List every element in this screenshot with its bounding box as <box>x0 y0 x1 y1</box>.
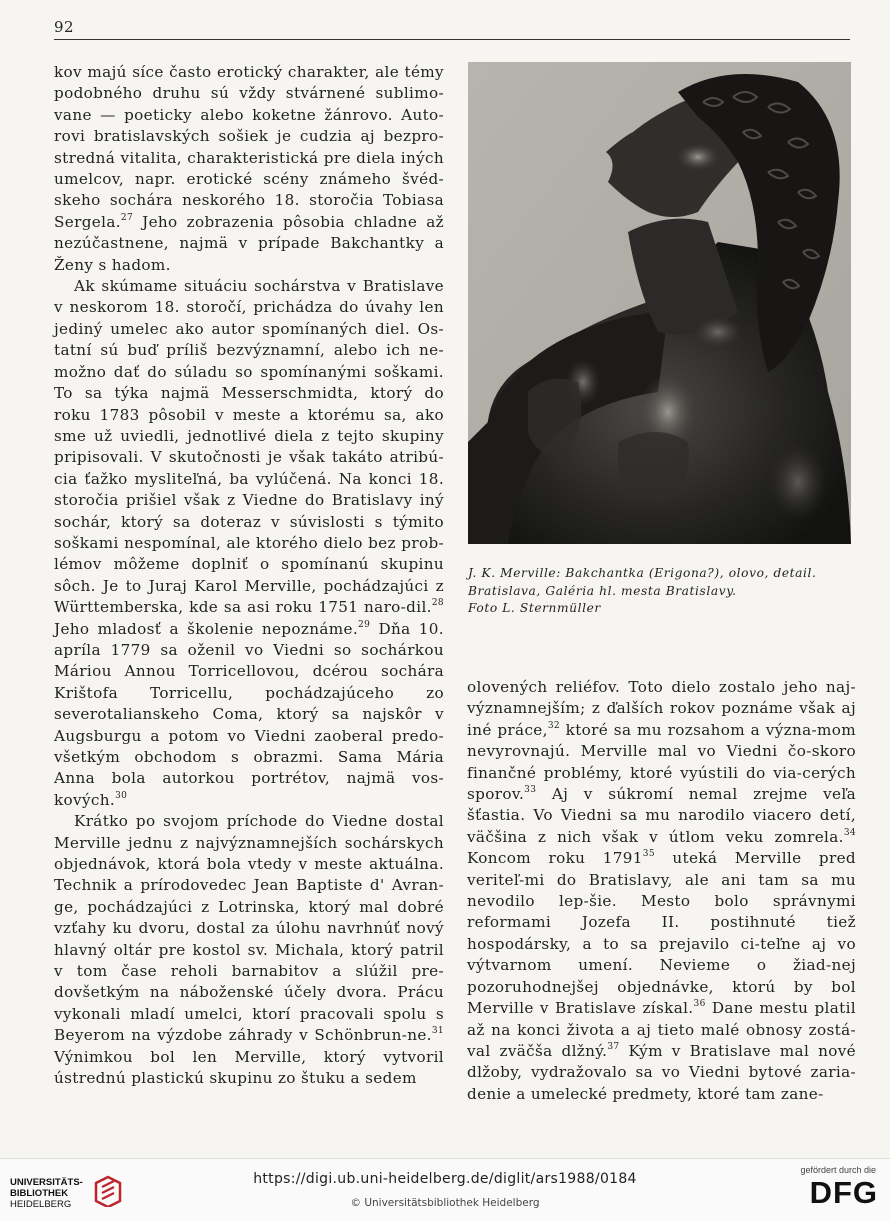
text-line <box>54 898 444 916</box>
text-run: dovšetkým na náboženské účely dvora. Prácu <box>54 983 444 1002</box>
footnote-ref: 27 <box>120 212 134 223</box>
text-run: sochárkou Máriou Annou Torricellovou, dcérou <box>54 640 444 681</box>
text-run: Koncom roku 1791 <box>467 849 643 868</box>
text-run: šťastia. Vo Viedni sa mu narodilo viacero detí, <box>467 806 856 825</box>
text-run: objednávok, ktorá bola vtedy v meste aktuálna. <box>54 855 444 874</box>
dfg-wordmark: DFG <box>809 1175 878 1210</box>
text-run: Kým v Bratislave mal nové <box>619 1041 856 1060</box>
text-line <box>54 106 444 124</box>
text-line <box>54 363 444 381</box>
text-run: postihnuté tiež hospodársky, a to sa prejavilo ci- <box>467 913 856 953</box>
text-line <box>54 983 444 1001</box>
text-line <box>54 491 444 509</box>
text-line <box>54 406 444 424</box>
text-line <box>54 427 444 445</box>
sculpture-photo <box>468 62 851 544</box>
footnote-ref: 35 <box>642 849 655 860</box>
text-run: roku 1783 pôsobil v meste a ktorému sa, ako <box>54 405 444 424</box>
text-line <box>54 705 422 723</box>
dfg-logo[interactable] <box>778 1165 878 1213</box>
text-run: skoro finančné problémy, ktoré vyústili do via- <box>467 742 856 782</box>
text-line <box>467 999 856 1017</box>
text-line <box>467 699 835 717</box>
text-line <box>54 748 444 766</box>
text-line <box>54 84 444 102</box>
text-run: Dane mestu platil <box>705 999 856 1018</box>
text-run: v neskorom 18. storočí, prichádza do úvahy len <box>54 298 444 317</box>
footnote-ref: 28 <box>431 598 444 609</box>
text-run: nezúčastnene, najmä v prípade Bakchantky <box>54 234 425 253</box>
text-line <box>467 828 856 846</box>
text-line <box>54 298 444 316</box>
text-run: Krátko po svojom príchode do Viedne dostal <box>74 812 444 831</box>
text-run: šie. Mesto bolo správnymi reformami Jozefa II. <box>467 892 856 932</box>
text-run: denie a umelecké predmety, ktoré tam zane- <box>467 1084 824 1103</box>
bacchante-sculpture-image <box>468 62 851 544</box>
text-run: ne. <box>407 1026 432 1045</box>
text-line <box>54 769 444 787</box>
text-line <box>54 170 444 188</box>
right-text-column <box>467 677 856 1105</box>
text-run: patril v tom čase reholi barnabitov a slúžil pre- <box>54 940 444 981</box>
text-run: Výnimkou bol len Merville, ktorý vytvoril <box>54 1047 444 1066</box>
text-run: umelcov, napr. erotické scény známeho švéd- <box>54 170 444 189</box>
text-run: Aj v súkromí nemal zrejme veľa <box>536 785 856 804</box>
text-run: z Württemberska, kde sa asi roku 1751 naro- <box>54 576 444 617</box>
text-run: s Beyerom na výzdobe záhrady v Schönbrun- <box>54 1004 444 1045</box>
text-run: dlžoby, vydražovalo sa vo Viedni bytové zaria- <box>467 1063 856 1082</box>
text-run: možno dať do súladu so spomínanými soškami. <box>54 362 444 381</box>
caption-line: J. K. Merville: Bakchantka (Erigona?), olovo, detail. <box>468 566 817 580</box>
footnote-ref: 37 <box>607 1041 620 1052</box>
footnote-ref: 29 <box>358 619 371 630</box>
text-run: sme už uviedli, jednotlivé diela z tejto skupiny <box>54 426 444 445</box>
text-run: vane — poeticky alebo koketne žánrovo. Auto- <box>54 105 444 124</box>
text-line <box>467 1085 824 1103</box>
text-line <box>54 149 444 167</box>
text-run: stredná vitalita, charakteristická pre diela iných <box>54 148 444 167</box>
text-run: olovených reliéfov. Toto dielo zostalo jeho naj- <box>467 678 856 696</box>
text-line <box>54 191 444 209</box>
text-run: vzťahy ku dvoru, dostal za úlohu navrhnúť <box>54 919 401 938</box>
text-run: teľne aj vo výtvarnom umení. Nevieme o žiad- <box>467 934 856 975</box>
text-run: v Augsburgu a potom vo Viedni zaoberal predo- <box>54 705 444 745</box>
text-line <box>74 812 444 830</box>
text-run: mom nevyrovnajú. Merville mal vo Viedni čo- <box>467 720 856 761</box>
text-run: aj iné práce, <box>467 699 857 739</box>
funding-label: gefördert durch die <box>800 1165 876 1175</box>
text-line <box>54 320 444 338</box>
text-run: Jeho mladosť a školenie nepoznáme. <box>54 619 359 638</box>
text-run: významnejším; z ďalších rokov poznáme však <box>467 699 836 718</box>
text-run: nej pozoruhodnejšej objednávke, ktorú by bol <box>467 956 856 996</box>
header-rule <box>54 39 850 40</box>
text-run: cia ťažko mysliteľná, ba vylúčená. Na konci 18. <box>54 469 444 488</box>
text-run: skeho sochára neskorého 18. storočia Tobiasa <box>54 191 444 210</box>
text-line <box>54 919 400 937</box>
text-line <box>54 384 444 402</box>
text-run: Technik a prírodovedec Jean Baptiste d' Avran- <box>54 876 444 895</box>
text-run: kových. <box>54 790 116 809</box>
text-line <box>54 876 444 894</box>
text-run: val zväčša dlžný. <box>467 1041 608 1060</box>
text-run: sochár, ktorý sa doteraz v súvislosti s týmito <box>54 512 444 531</box>
footer-bar <box>0 1158 890 1221</box>
text-run: Merville jednu z najvýznamnejších sochárskych <box>54 833 444 852</box>
footnote-ref: 34 <box>843 827 856 838</box>
text-line <box>54 1069 417 1087</box>
text-line <box>74 277 444 295</box>
footnote-ref: 32 <box>547 720 560 731</box>
text-line <box>54 448 444 466</box>
text-line <box>54 513 444 531</box>
text-line <box>54 534 444 552</box>
paragraph <box>467 677 856 1105</box>
text-line <box>54 1005 426 1023</box>
text-run: pripisovali. V skutočnosti je však takáto atribú- <box>54 448 444 467</box>
footnote-ref: 33 <box>524 784 537 795</box>
text-run: ktoré sa mu rozsahom a význa- <box>559 720 817 739</box>
text-run: lémov môžeme doplniť o spomínanú skupinu <box>54 555 444 574</box>
text-run: Sergela. <box>54 212 121 231</box>
text-run: storočia prišiel však z Viedne do Bratislavy iný <box>54 491 444 510</box>
text-run: ústrednú plastickú skupinu zo štuku a sedem <box>54 1069 417 1088</box>
text-line <box>54 341 444 359</box>
paragraph <box>54 811 444 1089</box>
text-line <box>54 234 424 252</box>
text-run: severotalianskeho Coma, ktorý sa najskôr <box>54 705 422 724</box>
footnote-ref: 31 <box>431 1026 444 1037</box>
page-number: 92 <box>54 18 75 36</box>
text-run: Anna bola autorkou portrétov, najmä vos- <box>54 769 444 788</box>
text-run: To sa týka najmä Messerschmidta, ktorý do <box>54 384 444 403</box>
copyright-notice: © Universitätsbibliothek Heidelberg <box>350 1197 540 1209</box>
text-line <box>54 127 444 145</box>
text-line <box>467 806 856 824</box>
text-run: rovi bratislavských sošiek je cudzia aj bezpro- <box>54 127 444 146</box>
text-run: sôch. Je to Juraj Karol Merville, pochádzajúci <box>54 576 429 595</box>
document-url-link[interactable]: https://digi.ub.uni-heidelberg.de/diglit/ars1988/0184 <box>253 1171 637 1187</box>
left-text-column <box>54 62 444 1090</box>
text-run: podobného druhu sú vždy stvárnené sublimo- <box>54 84 444 103</box>
text-line <box>54 834 444 852</box>
text-run: až na konci života a aj tieto malé obnosy zostá- <box>467 1020 856 1039</box>
text-line <box>54 577 429 595</box>
text-run: uteká Merville pred veriteľ- <box>467 849 856 889</box>
text-run: Dňa 10. apríla 1779 sa oženil vo Viedni so <box>54 619 444 659</box>
text-run: kov majú síce často erotický charakter, ale témy <box>54 63 444 81</box>
library-name: UNIVERSITÄTS- BIBLIOTHEK HEIDELBERG <box>10 1177 83 1210</box>
text-run: mi do Bratislavy, ale ani tam sa mu nevodilo lep- <box>467 870 856 911</box>
text-line <box>54 63 444 81</box>
text-line <box>467 1021 856 1039</box>
text-run: sochára Krištofa Torricellu, pochádzajúceho zo <box>54 662 444 702</box>
text-line <box>467 1063 856 1081</box>
caption-line: Bratislava, Galéria hl. mesta Bratislavy. <box>468 583 737 598</box>
text-run: väčšina z nich však v útlom veku zomrela. <box>467 827 844 846</box>
text-line <box>54 555 444 573</box>
text-line <box>54 213 444 231</box>
text-run: ge, pochádzajúci z Lotrinska, ktorý mal dobré <box>54 897 444 916</box>
text-run: jediný umelec ako autor spomínaných diel. Os- <box>54 319 444 338</box>
text-run: dil. <box>406 598 432 617</box>
text-line <box>54 470 444 488</box>
footnote-ref: 36 <box>693 999 706 1010</box>
text-line <box>467 678 856 696</box>
text-run: vykonali mladí umelci, ktorí pracovali spolu <box>54 1004 427 1023</box>
paragraph <box>54 62 444 276</box>
text-run: a Ženy s hadom. <box>54 234 444 274</box>
text-line <box>54 855 444 873</box>
text-run: tatní sú buď príliš bezvýznamní, alebo ich ne- <box>54 341 444 360</box>
figure-caption <box>468 565 858 618</box>
text-run: Merville v Bratislave získal. <box>467 999 694 1018</box>
text-run: nový hlavný oltár pre kostol sv. Michala, ktorý <box>54 919 444 959</box>
footnote-ref: 30 <box>115 790 128 801</box>
text-run: soškami nespomínal, ale ktorého dielo bez prob- <box>54 533 444 552</box>
caption-line: Foto L. Sternmüller <box>468 601 601 615</box>
text-run: Jeho zobrazenia pôsobia chladne až <box>133 212 444 231</box>
text-run: všetkým obchodom s obrazmi. Sama Mária <box>54 748 444 766</box>
text-line <box>54 791 127 809</box>
text-line <box>467 1042 856 1060</box>
paragraph <box>54 276 444 811</box>
text-run: Ak skúmame situáciu sochárstva v Bratislave <box>74 277 444 296</box>
text-run: cerých sporov. <box>467 763 856 804</box>
